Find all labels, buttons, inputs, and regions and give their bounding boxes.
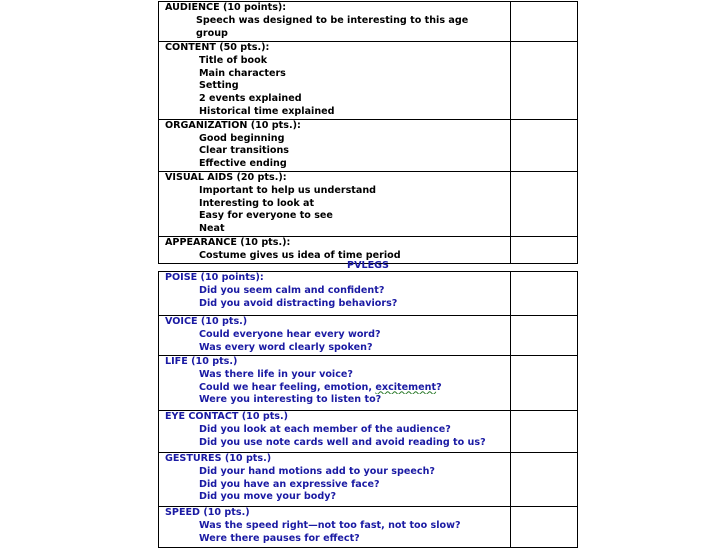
gestures-item: Did you move your body? bbox=[199, 491, 337, 503]
appearance-title: APPEARANCE (10 pts.): bbox=[165, 236, 291, 248]
gestures-criteria bbox=[159, 453, 511, 507]
content-item: 2 events explained bbox=[199, 93, 302, 105]
life-score-cell[interactable] bbox=[511, 356, 578, 411]
visual-aids-criteria bbox=[159, 171, 511, 236]
voice-row bbox=[159, 316, 578, 356]
life-item-punct: ? bbox=[436, 381, 442, 393]
audience-title: AUDIENCE (10 points): bbox=[165, 2, 287, 13]
rubric-table-2 bbox=[158, 271, 578, 548]
speed-title: SPEED (10 pts.) bbox=[165, 507, 250, 518]
organization-row bbox=[159, 119, 578, 171]
poise-item: Did you avoid distracting behaviors? bbox=[199, 297, 398, 309]
gestures-item: Did your hand motions add to your speech? bbox=[199, 465, 435, 477]
voice-criteria bbox=[159, 316, 511, 356]
visual-aids-item: Important to help us understand bbox=[199, 184, 377, 196]
eye-contact-title: EYE CONTACT (10 pts.) bbox=[165, 411, 289, 422]
appearance-item: Costume gives us idea of time period bbox=[199, 249, 401, 261]
visual-aids-item: Neat bbox=[199, 223, 225, 235]
eye-contact-score-cell[interactable] bbox=[511, 411, 578, 453]
content-item: Main characters bbox=[199, 67, 286, 79]
content-title: CONTENT (50 pts.): bbox=[165, 42, 270, 53]
life-criteria bbox=[159, 356, 511, 411]
poise-row bbox=[159, 272, 578, 316]
audience-item: group bbox=[196, 27, 228, 39]
speed-score-cell[interactable] bbox=[511, 507, 578, 548]
eye-contact-row bbox=[159, 411, 578, 453]
voice-item: Was every word clearly spoken? bbox=[199, 341, 373, 353]
life-title: LIFE (10 pts.) bbox=[165, 356, 238, 367]
poise-item: Did you seem calm and confident? bbox=[199, 284, 385, 296]
speed-item: Was the speed right—not too fast, not too slow? bbox=[199, 519, 461, 531]
organization-item: Effective ending bbox=[199, 158, 287, 170]
visual-aids-item: Easy for everyone to see bbox=[199, 210, 333, 222]
voice-title: VOICE (10 pts.) bbox=[165, 316, 248, 327]
speed-criteria bbox=[159, 507, 511, 548]
audience-row bbox=[159, 2, 578, 42]
gestures-title: GESTURES (10 pts.) bbox=[165, 453, 272, 464]
eye-contact-item: Did you look at each member of the audience? bbox=[199, 423, 451, 435]
visual-aids-title: VISUAL AIDS (20 pts.): bbox=[165, 171, 287, 183]
rubric-table-1 bbox=[158, 1, 578, 264]
audience-criteria bbox=[159, 2, 511, 42]
voice-score-cell[interactable] bbox=[511, 316, 578, 356]
gestures-row bbox=[159, 453, 578, 507]
content-row bbox=[159, 42, 578, 120]
pvlegs-heading: PVLEGS bbox=[347, 260, 389, 271]
poise-title: POISE (10 points): bbox=[165, 272, 264, 283]
organization-criteria bbox=[159, 119, 511, 171]
content-item: Setting bbox=[199, 80, 239, 92]
organization-score-cell[interactable] bbox=[511, 119, 578, 171]
audience-score-cell[interactable] bbox=[511, 2, 578, 42]
organization-item: Clear transitions bbox=[199, 145, 290, 157]
voice-item: Could everyone hear every word? bbox=[199, 328, 381, 340]
audience-item: Speech was designed to be interesting to this age bbox=[196, 14, 469, 26]
gestures-score-cell[interactable] bbox=[511, 453, 578, 507]
visual-aids-row bbox=[159, 171, 578, 236]
speed-row bbox=[159, 507, 578, 548]
content-criteria bbox=[159, 42, 511, 120]
gestures-item: Did you have an expressive face? bbox=[199, 478, 380, 490]
life-item: Was there life in your voice? bbox=[199, 368, 353, 380]
content-score-cell[interactable] bbox=[511, 42, 578, 120]
visual-aids-item: Interesting to look at bbox=[199, 197, 315, 209]
poise-criteria bbox=[159, 272, 511, 316]
poise-score-cell[interactable] bbox=[511, 272, 578, 316]
content-item: Historical time explained bbox=[199, 105, 335, 117]
life-row bbox=[159, 356, 578, 411]
spellcheck-word: excitement bbox=[375, 381, 437, 393]
life-item-text: Could we hear feeling, emotion, bbox=[199, 381, 376, 393]
organization-item: Good beginning bbox=[199, 132, 285, 144]
speed-item: Were there pauses for effect? bbox=[199, 532, 360, 544]
content-item: Title of book bbox=[199, 54, 268, 66]
life-item: Were you interesting to listen to? bbox=[199, 394, 382, 406]
life-item bbox=[159, 382, 510, 395]
eye-contact-item: Did you use note cards well and avoid reading to us? bbox=[199, 436, 486, 448]
eye-contact-criteria bbox=[159, 411, 511, 453]
visual-aids-score-cell[interactable] bbox=[511, 171, 578, 236]
organization-title: ORGANIZATION (10 pts.): bbox=[165, 119, 301, 131]
